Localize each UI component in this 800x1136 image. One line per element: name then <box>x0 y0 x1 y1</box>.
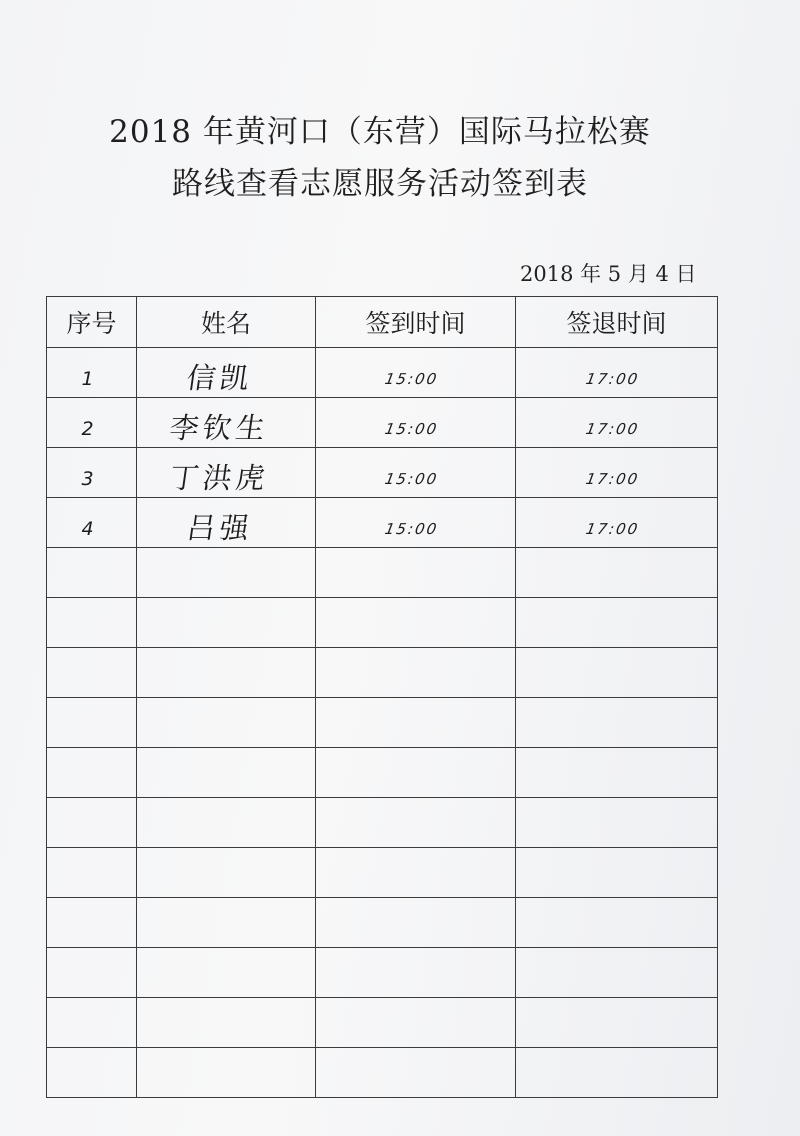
empty-cell <box>47 848 137 898</box>
empty-cell <box>137 598 316 648</box>
empty-table-row <box>47 748 718 798</box>
empty-cell <box>47 798 137 848</box>
empty-cell <box>516 998 718 1048</box>
cell-sign-out: 17:00 <box>516 398 718 448</box>
empty-cell <box>316 1048 516 1098</box>
table-row <box>47 398 718 448</box>
empty-cell <box>137 948 316 998</box>
empty-cell <box>516 648 718 698</box>
empty-cell <box>516 548 718 598</box>
empty-cell <box>47 1048 137 1098</box>
sheet-date: 2018 年 5 月 4 日 <box>520 262 697 286</box>
table-row <box>47 448 718 498</box>
header-sign-out-time: 签退时间 <box>516 297 718 348</box>
cell-sign-out: 17:00 <box>516 448 718 498</box>
cell-serial: 4 <box>47 498 137 548</box>
cell-sign-out: 17:00 <box>516 498 718 548</box>
table-row <box>47 498 718 548</box>
table-header-row <box>47 297 718 348</box>
cell-serial: 1 <box>47 348 137 398</box>
empty-cell <box>316 748 516 798</box>
header-name: 姓名 <box>137 297 316 348</box>
cell-serial: 2 <box>47 398 137 448</box>
empty-cell <box>137 848 316 898</box>
empty-table-row <box>47 1048 718 1098</box>
cell-name: 信凯 <box>137 348 316 398</box>
empty-cell <box>316 598 516 648</box>
empty-cell <box>516 698 718 748</box>
empty-cell <box>137 548 316 598</box>
empty-cell <box>137 648 316 698</box>
cell-serial: 3 <box>47 448 137 498</box>
sign-in-table <box>46 296 718 1098</box>
empty-table-row <box>47 998 718 1048</box>
empty-cell <box>516 798 718 848</box>
empty-cell <box>516 898 718 948</box>
empty-cell <box>47 898 137 948</box>
page-subtitle: 路线查看志愿服务活动签到表 <box>172 166 588 202</box>
cell-sign-in: 15:00 <box>316 498 516 548</box>
cell-sign-in: 15:00 <box>316 448 516 498</box>
empty-cell <box>316 848 516 898</box>
empty-cell <box>47 698 137 748</box>
empty-table-row <box>47 848 718 898</box>
header-serial: 序号 <box>47 297 137 348</box>
header-sign-in-time: 签到时间 <box>316 297 516 348</box>
page-title: 2018 年黄河口（东营）国际马拉松赛 <box>109 114 651 150</box>
empty-cell <box>316 798 516 848</box>
empty-cell <box>47 648 137 698</box>
empty-cell <box>47 548 137 598</box>
empty-table-row <box>47 898 718 948</box>
table-body <box>47 348 718 1098</box>
empty-cell <box>47 948 137 998</box>
empty-cell <box>137 698 316 748</box>
empty-cell <box>316 548 516 598</box>
cell-name: 李钦生 <box>137 398 316 448</box>
empty-cell <box>316 998 516 1048</box>
empty-table-row <box>47 648 718 698</box>
empty-cell <box>516 848 718 898</box>
cell-name: 丁洪虎 <box>137 448 316 498</box>
empty-table-row <box>47 798 718 848</box>
empty-cell <box>516 1048 718 1098</box>
empty-cell <box>137 798 316 848</box>
empty-cell <box>137 898 316 948</box>
empty-cell <box>316 948 516 998</box>
empty-cell <box>137 998 316 1048</box>
empty-cell <box>516 598 718 648</box>
empty-cell <box>47 748 137 798</box>
empty-cell <box>316 698 516 748</box>
cell-sign-in: 15:00 <box>316 348 516 398</box>
table-row <box>47 348 718 398</box>
empty-cell <box>516 748 718 798</box>
empty-cell <box>316 648 516 698</box>
cell-sign-in: 15:00 <box>316 398 516 448</box>
empty-table-row <box>47 548 718 598</box>
empty-table-row <box>47 948 718 998</box>
empty-cell <box>137 748 316 798</box>
empty-table-row <box>47 598 718 648</box>
cell-sign-out: 17:00 <box>516 348 718 398</box>
empty-cell <box>137 1048 316 1098</box>
empty-cell <box>316 898 516 948</box>
empty-cell <box>47 998 137 1048</box>
empty-table-row <box>47 698 718 748</box>
empty-cell <box>47 598 137 648</box>
cell-name: 吕强 <box>137 498 316 548</box>
empty-cell <box>516 948 718 998</box>
